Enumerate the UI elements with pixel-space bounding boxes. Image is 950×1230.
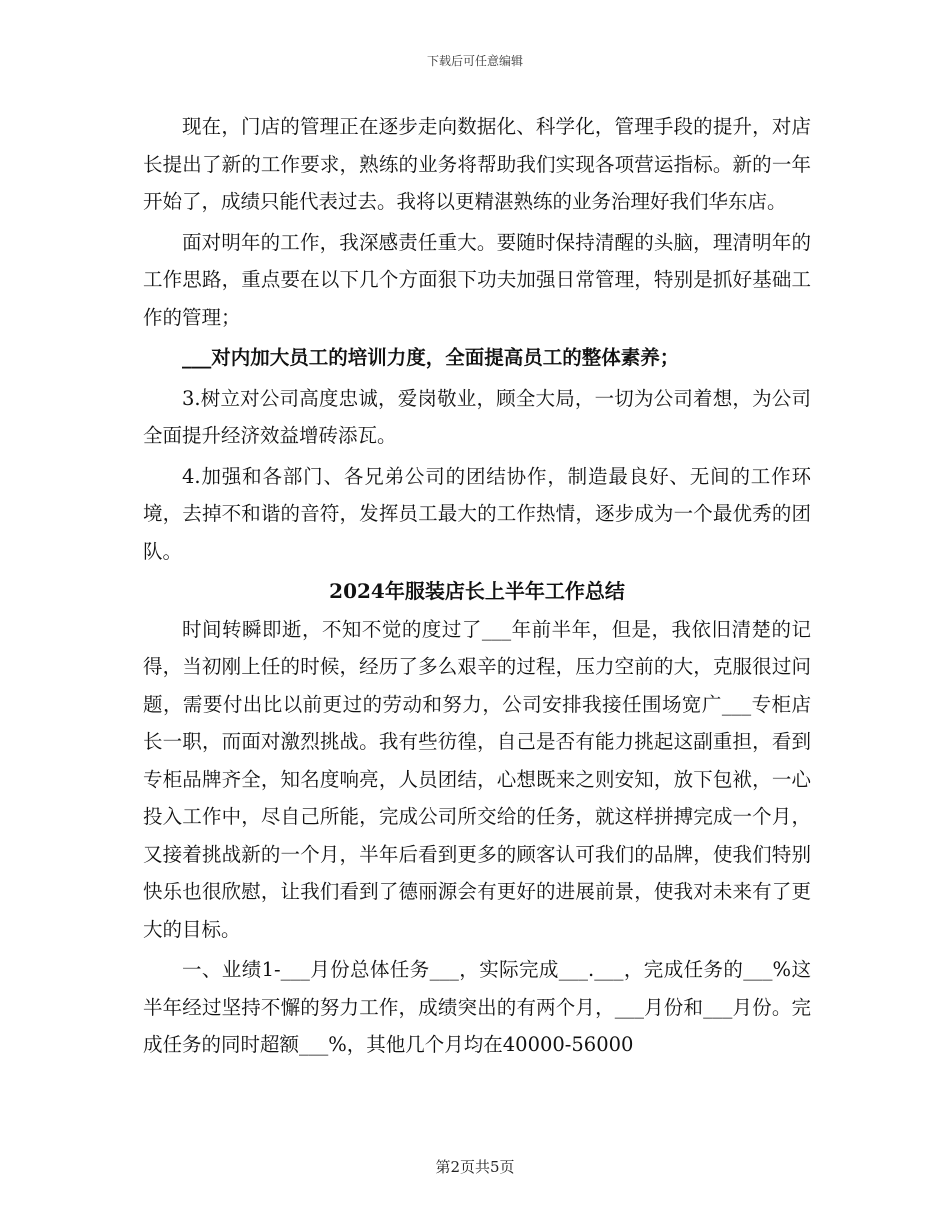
paragraph: 现在，门店的管理正在逐步走向数据化、科学化，管理手段的提升，对店长提出了新的工作要求，熟练的业务将帮助我们实现各项营运指标。新的一年开始了，成绩只能代表过去。我将以更精湛熟练的业务治理好我们华东店。 bbox=[143, 115, 811, 213]
paragraph: 4.加强和各部门、各兄弟公司的团结协作，制造最良好、无间的工作环境，去掉不和谐的音符，发挥员工最大的工作热情，逐步成为一个最优秀的团队。 bbox=[143, 464, 811, 563]
section-title: 2024年服装店长上半年工作总结 bbox=[329, 579, 625, 603]
paragraph: 一、业绩1-___月份总体任务___，实际完成___.___，完成任务的___%这半年经过坚持不懈的努力工作，成绩突出的有两个月，___月份和___月份。完成任务的同时超额___%，其他几个月均在40000-56000 bbox=[143, 958, 811, 1056]
page-footer: 第2页共5页 bbox=[435, 1158, 515, 1176]
page-header: 下载后可任意编辑 bbox=[426, 54, 523, 68]
paragraph: 3.树立对公司高度忠诚，爱岗敬业，顾全大局，一切为公司着想，为公司全面提升经济效益增砖添瓦。 bbox=[143, 386, 811, 447]
paragraph: 时间转瞬即逝，不知不觉的度过了___年前半年，但是，我依旧清楚的记得，当初刚上任的时候，经历了多么艰辛的过程，压力空前的大，克服很过问题，需要付出比以前更过的劳动和努力，公司安排我接任围场宽广___专柜店长一职，而面对激烈挑战。我有些彷徨，自己是否有能力挑起这副重担，看到专柜品牌齐全，知名度响亮，人员团结，心想既来之则安知，放下包袱，一心投入工作中，尽自己所能，完成公司所交给的任务，就这样拼搏完成一个月，又接着挑战新的一个月，半年后看到更多的顾客认可我们的品牌，使我们特别快乐也很欣慰，让我们看到了德丽源会有更好的进展前景，使我对未来有了更大的目标。 bbox=[143, 617, 811, 941]
bold-paragraph: ___对内加大员工的培训力度，全面提高员工的整体素养； bbox=[182, 346, 680, 369]
document-body bbox=[143, 108, 811, 1067]
paragraph: 面对明年的工作，我深感责任重大。要随时保持清醒的头脑，理清明年的工作思路，重点要在以下几个方面狠下功夫加强日常管理，特别是抓好基础工作的管理； bbox=[143, 230, 811, 329]
